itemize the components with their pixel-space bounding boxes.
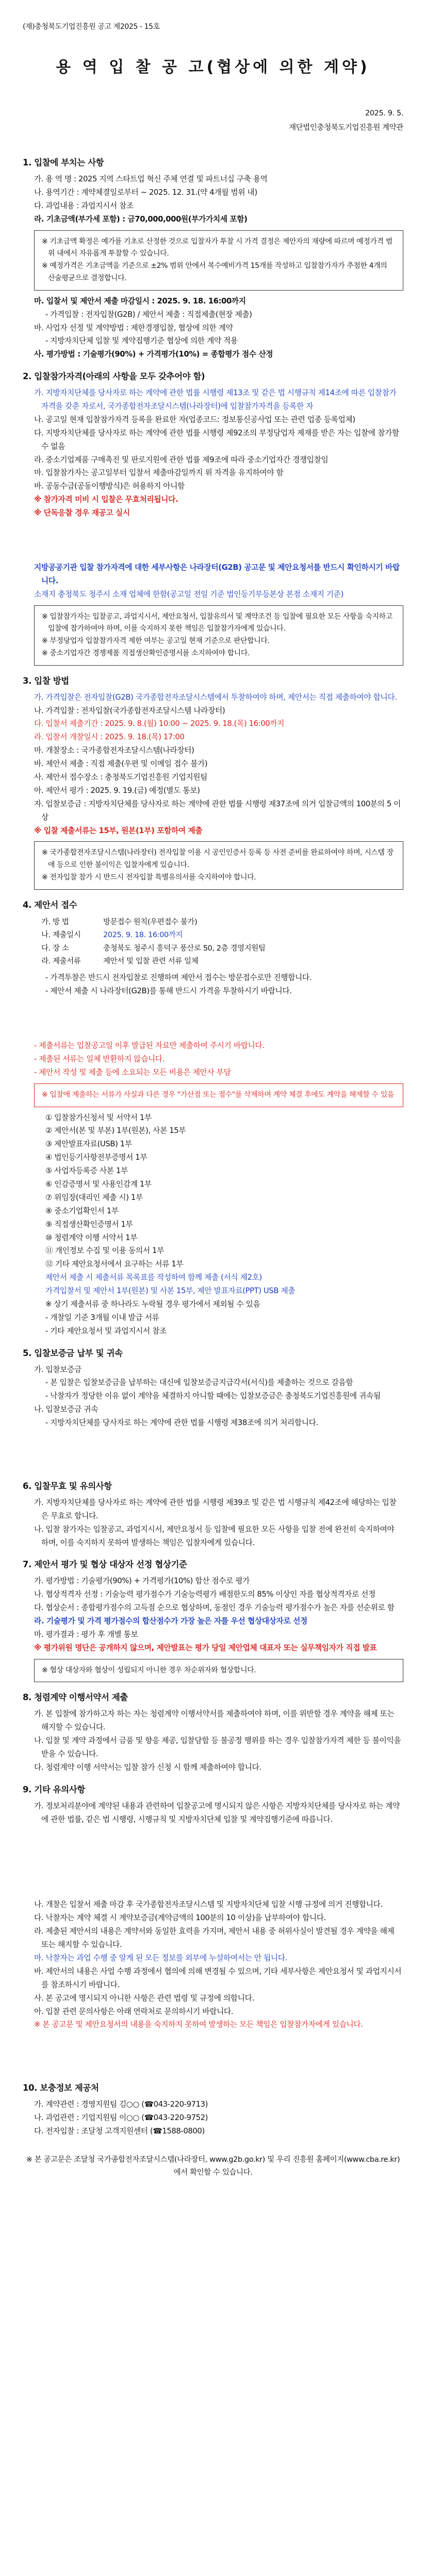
list-item: 나. 가격입찰 : 전자입찰(국가종합전자조달시스템 나라장터) — [34, 706, 225, 715]
blue-note: 소재지 충청북도 청주시 소재 업체에 한함(공고일 전일 기준 법인등기부등본상 본점 소재지 기준) — [34, 589, 343, 599]
list-item: ⑫ 기타 제안요청서에서 요구하는 서류 1부 — [45, 1260, 184, 1269]
section-1-title: 1. 입찰에 부치는 사항 — [23, 158, 104, 168]
list-item: 나. 입찰보증금 귀속 — [34, 1405, 99, 1414]
list-item: 가. 지방자치단체를 당사자로 하는 계약에 관한 법률 시행령 제39조 및 같은 법 시행규칙 제42조에 해당하는 입찰은 무효로 합니다. — [34, 1498, 397, 1520]
list-item: 다. 과업내용 : 과업지시서 참조 — [34, 201, 134, 210]
list-item: ⑥ 인감증명서 및 사용인감계 1부 — [45, 1179, 152, 1189]
blank-space — [23, 2031, 403, 2073]
notice-number: (재)충청북도기업진흥원 공고 제2025 - 15호 — [23, 23, 160, 31]
list-item: - 낙찰자가 정당한 이유 없이 계약을 체결하지 아니할 때에는 입찰보증금은 충청북도기업진흥원에 귀속됨 — [45, 1392, 381, 1401]
list-item: 마. 입찰참가자는 공고일부터 입찰서 제출마감일까지 위 자격을 유지하여야 함 — [34, 468, 284, 478]
red-note: ※ 단독응찰 경우 재공고 실시 — [34, 509, 130, 518]
list-item: ⑦ 위임장(대리인 제출 시) 1부 — [45, 1193, 143, 1202]
note-box — [34, 1083, 403, 1107]
list-item: 다. 입찰서 제출기간 : 2025. 9. 8.(월) 10:00 ~ 2025. 9. 18.(목) 16:00까지 — [34, 719, 285, 728]
list-item: 사. 제안서 접수장소 : 충청북도기업진흥원 기업지원팀 — [34, 773, 208, 782]
list-item: ⑩ 청렴계약 이행 서약서 1부 — [45, 1233, 138, 1242]
blank-space — [23, 520, 403, 561]
list-item: 나. 개찰은 입찰서 제출 마감 후 국가종합전자조달시스템 및 지방자치단체 입찰 시행 규정에 의거 진행합니다. — [34, 1900, 383, 1909]
notice-date: 2025. 9. 5. — [365, 109, 403, 117]
section-2-title: 2. 입찰참가자격(아래의 사항을 모두 갖추어야 함) — [23, 371, 205, 382]
section-10-title: 10. 보충정보 제공처 — [23, 2083, 99, 2093]
notice-issuer: 재단법인충청북도기업진흥원 계약관 — [289, 123, 403, 132]
list-item: - 가격입찰 : 전자입찰(G2B) / 제안서 제출 : 직접제출(현장 제출) — [45, 310, 252, 319]
section-6-title: 6. 입찰무효 및 유의사항 — [23, 1481, 112, 1491]
row-value: 방문접수 원칙(우편접수 불가) — [103, 918, 198, 926]
red-note: - 제출서류는 입찰공고일 이후 발급된 자료만 제출하여 주시기 바랍니다. — [34, 1041, 265, 1050]
note-line: ※ 입찰참가자는 입찰공고, 과업지시서, 제안요청서, 입찰유의서 및 계약조건 등 입찰에 필요한 모든 사항을 숙지하고 입찰에 참가하여야 하며, 이를 숙지하지 못한 책임은 입찰참가자에게 있습니다. — [42, 612, 392, 633]
list-item: ⑧ 중소기업확인서 1부 — [45, 1206, 119, 1215]
note-box — [34, 230, 403, 291]
table-row — [41, 916, 403, 929]
contact-item: 가. 계약관련 : 경영지원팀 김○○ (☎043-220-9713) — [34, 2100, 208, 2109]
list-item: 사. 평가방법 : 기술평가(90%) + 가격평가(10%) = 종합평가 점수 산정 — [34, 350, 273, 359]
list-item: 마. 낙찰자는 과업 수행 중 알게 된 모든 정보를 외부에 누설하여서는 안 됩니다. — [34, 1953, 287, 1962]
list-item: - 지방자치단체를 당사자로 하는 계약에 관한 법률 시행령 제38조에 의거 처리합니다. — [45, 1418, 318, 1428]
list-item: 자. 입찰보증금 : 지방자치단체를 당사자로 하는 계약에 관한 법률 시행령 제37조에 의거 입찰금액의 100분의 5 이상 — [34, 799, 401, 822]
blue-note: 가격입찰서 및 제안서 1부(원본) 및 사본 15부, 제안 발표자료(PPT) USB 제출 — [45, 1286, 296, 1296]
table-row — [41, 955, 403, 968]
contact-item: 나. 과업관련 : 기업지원팀 이○○ (☎043-220-9752) — [34, 2113, 208, 2123]
row-value: 제안서 및 입찰 관련 서류 일체 — [103, 957, 199, 965]
list-item: 가. 정보처리분야에 계약된 내용과 관련하여 입찰공고에 명시되지 않은 사항은 지방자치단체를 당사자로 하는 계약에 관한 법률, 같은 법 시행령, 시행규칙 및 지방자치단체 입찰 및 계약집행기준에 따릅니다. — [34, 1801, 400, 1824]
list-item: 마. 평가결과 : 평가 후 개별 통보 — [34, 1630, 138, 1639]
note-box — [34, 605, 403, 666]
section-8-title: 8. 청렴계약 이행서약서 제출 — [23, 1692, 128, 1703]
list-item: 아. 입찰 관련 문의사항은 아래 연락처로 문의하시기 바랍니다. — [34, 2007, 234, 2016]
note-box — [34, 1659, 403, 1683]
row-key: 라. 제출서류 — [41, 957, 81, 965]
list-item: 바. 제안서 제출 : 직접 제출(우편 및 이메일 접수 불가) — [34, 759, 208, 769]
list-item: 다. 협상순서 : 종합평가점수의 고득점 순으로 협상하며, 동점인 경우 기술능력 평가점수가 높은 자를 선순위로 함 — [34, 1603, 395, 1613]
list-item: 바. 제안서의 내용은 사업 수행 과정에서 협의에 의해 변경될 수 있으며, 기타 세부사항은 제안요청서 및 과업지시서를 참조하시기 바랍니다. — [34, 1967, 402, 1989]
red-note: - 제출된 서류는 일체 반환하지 않습니다. — [34, 1054, 165, 1063]
red-note: ※ 입찰 제출서류는 15부, 원본(1부) 포함하여 제출 — [34, 826, 203, 835]
red-note: ※ 본 공고문 및 제안요청서의 내용을 숙지하지 못하여 발생하는 모든 책임은 입찰참가자에게 있습니다. — [34, 2020, 363, 2029]
note-line: ※ 입찰에 제출하는 서류가 사실과 다른 경우 "가산점 또는 점수"를 삭제하며 계약 체결 후에도 계약을 해제할 수 있음 — [42, 1090, 394, 1099]
list-item: 다. 지방자치단체를 당사자로 하는 계약에 관한 법률 시행령 제92조의 부정당업자 제재를 받은 자는 입찰에 참가할 수 없음 — [34, 428, 399, 451]
list-item: 가. 평가방법 : 기술평가(90%) + 가격평가(10%) 합산 점수로 평가 — [34, 1577, 250, 1586]
row-value: 2025. 9. 18. 16:00까지 — [103, 931, 183, 940]
table-row — [41, 929, 403, 942]
list-item: 가. 지방자치단체를 당사자로 하는 계약에 관한 법률 시행령 제13조 및 같은 법 시행규칙 제14조에 따른 입찰참가자격을 갖춘 자로서, 국가종합전자조달시스템(나라장터)에 입찰참가자격을 등록한 자 — [34, 388, 397, 411]
list-item: ② 제안서(본 및 부본) 1부(원본), 사본 15부 — [45, 1126, 186, 1136]
list-item: - 지방자치단체 입찰 및 계약집행기준 협상에 의한 계약 적용 — [45, 336, 238, 346]
section-4-title: 4. 제안서 접수 — [23, 900, 77, 910]
closing-note: ※ 본 공고문은 조달청 국가종합전자조달시스템(나라장터, www.g2b.go.kr) 및 우리 진흥원 홈페이지(www.cba.re.kr)에서 확인할 수 있습니다. — [26, 2155, 400, 2177]
list-item: ④ 법인등기사항전부증명서 1부 — [45, 1153, 148, 1162]
red-note: ※ 평가위원 명단은 공개하지 않으며, 제안발표는 평가 당일 제안업체 대표자 또는 실무책임자가 직접 발표 — [34, 1643, 377, 1652]
list-item: - 개찰일 기준 3개월 이내 발급 서류 — [45, 1313, 159, 1322]
list-item: 나. 입찰 참가자는 입찰공고, 과업지시서, 제안요청서 등 입찰에 필요한 모든 사항을 입찰 전에 완전히 숙지하여야 하며, 이를 숙지하지 못하여 발생하는 책임은 입찰자에게 있습니다. — [34, 1524, 395, 1547]
list-item: 사. 본 공고에 명시되지 아니한 사항은 관련 법령 및 규정에 의합니다. — [34, 1993, 254, 2003]
note-line: ※ 부정당업자 입찰참가자격 제한 여부는 공고일 현재 기준으로 판단합니다. — [42, 637, 270, 646]
blank-space — [23, 1826, 403, 1898]
list-item: 라. 기술평가 및 가격 평가점수의 합산점수가 가장 높은 자를 우선 협상대상자로 선정 — [34, 1616, 307, 1625]
blue-note: 제안서 제출 시 제출서류 목록표를 작성하여 함께 제출 (서식 제2호) — [45, 1273, 262, 1282]
contact-item: 다. 전자입찰 : 조달청 고객지원센터 (☎1588-0800) — [34, 2126, 205, 2136]
section-5-title: 5. 입찰보증금 납부 및 귀속 — [23, 1348, 123, 1358]
note-line: ※ 중소기업자간 경쟁제품 직접생산확인증명서를 소지하여야 합니다. — [42, 649, 250, 658]
list-item: ⑪ 개인정보 수집 및 이용 동의서 1부 — [45, 1246, 164, 1256]
list-item: ③ 제안발표자료(USB) 1부 — [45, 1140, 132, 1149]
list-item: - 제안서 제출 시 나라장터(G2B)를 통해 반드시 가격을 투찰하시기 바랍니다. — [45, 987, 292, 996]
list-item: - 기타 제안요청서 및 과업지시서 참조 — [45, 1326, 167, 1335]
blank-space — [23, 1430, 403, 1471]
list-item: 가. 본 입찰에 참가하고자 하는 자는 청렴계약 이행서약서를 제출하여야 하며, 이를 위반할 경우 계약을 해제 또는 해지할 수 있습니다. — [34, 1709, 395, 1732]
list-item: 다. 낙찰자는 계약 체결 시 계약보증금(계약금액의 100분의 10 이상)을 납부하여야 합니다. — [34, 1913, 326, 1923]
list-item: ① 입찰참가신청서 및 서약서 1부 — [45, 1113, 152, 1122]
date-block — [23, 107, 403, 135]
list-item: ⑤ 사업자등록증 사본 1부 — [45, 1166, 128, 1176]
list-item: 라. 제출된 제안서의 내용은 계약서와 동일한 효력을 가지며, 제안서 내용 중 허위사실이 발견될 경우 계약을 해제 또는 해지할 수 있습니다. — [34, 1927, 395, 1950]
list-item: 라. 기초금액(부가세 포함) : 금70,000,000원(부가가치세 포함) — [34, 214, 248, 224]
list-item: 라. 입찰서 개찰일시 : 2025. 9. 18.(목) 17:00 — [34, 733, 185, 742]
note-line: ※ 예정가격은 기초금액을 기준으로 ±2% 범위 안에서 복수예비가격 15개를 작성하고 입찰참가자가 추첨한 4개의 산술평균으로 결정합니다. — [42, 262, 387, 282]
list-item: 바. 공동수급(공동이행방식)은 허용하지 아니함 — [34, 482, 185, 491]
list-item: 나. 공고일 현재 입찰참가자격 등록을 완료한 자(업종코드: 정보통신공사업 또는 관련 업종 등록업체) — [34, 415, 355, 424]
note-line: ※ 전자입찰 참가 시 반드시 전자입찰 특별유의서를 숙지하여야 합니다. — [42, 873, 256, 882]
section-9-title: 9. 기타 유의사항 — [23, 1784, 85, 1794]
list-item: 아. 제안서 평가 : 2025. 9. 19.(금) 예정(별도 통보) — [34, 786, 200, 795]
row-key: 다. 장 소 — [41, 944, 69, 953]
notice-title: 용 역 입 찰 공 고(협상에 의한 계약) — [56, 58, 370, 76]
list-item: 나. 협상적격자 선정 : 기술능력 평가점수가 기술능력평가 배점한도의 85% 이상인 자를 협상적격자로 선정 — [34, 1590, 375, 1599]
blank-space — [23, 998, 403, 1039]
table-row — [41, 942, 403, 955]
list-item: 가. 용 역 명 : 2025 지역 스타트업 혁신 주체 연결 및 파트너십 구축 용역 — [34, 174, 268, 183]
list-item: - 본 입찰은 입찰보증금을 납부하는 대신에 입찰보증금지급각서(서식)를 제출하는 것으로 갈음함 — [45, 1378, 353, 1387]
section-3-title: 3. 입찰 방법 — [23, 675, 69, 686]
note-line: ※ 협상 대상자와 협상이 성립되지 아니한 경우 차순위자와 협상합니다. — [42, 1666, 256, 1674]
note-line: ※ 기초금액 확정은 예가를 기초로 산정한 것으로 입찰자가 투찰 시 가격 결정은 제안자의 재량에 따르며 예정가격 범위 내에서 자유롭게 투찰할 수 있습니다. — [42, 237, 392, 258]
list-item: 바. 사업자 선정 및 계약방법 : 제한경쟁입찰, 협상에 의한 계약 — [34, 323, 233, 332]
list-item: 가. 입찰보증금 — [34, 1365, 81, 1374]
note-line: ※ 국가종합전자조달시스템(나라장터) 전자입찰 이용 시 공인인증서 등록 등 사전 준비를 완료하여야 하며, 시스템 장애 등으로 인한 불이익은 입찰자에게 있습니다. — [42, 849, 394, 870]
list-item: ※ 상기 제출서류 중 하나라도 누락될 경우 평가에서 제외될 수 있음 — [45, 1299, 260, 1309]
red-note: ※ 참가자격 미비 시 입찰은 무효처리됩니다. — [34, 495, 178, 504]
note-box — [34, 841, 403, 889]
row-key: 가. 방 법 — [41, 918, 69, 926]
list-item: 다. 청렴계약 이행 서약서는 입찰 참가 신청 시 함께 제출하여야 합니다. — [34, 1762, 261, 1772]
list-item: ⑨ 직접생산확인증명서 1부 — [45, 1219, 133, 1229]
list-item: 마. 입찰서 및 제안서 제출 마감일시 : 2025. 9. 18. 16:00까지 — [34, 296, 246, 306]
row-value: 충청북도 청주시 흥덕구 풍산로 50, 2층 경영지원팀 — [103, 944, 266, 953]
list-item: 나. 입찰 및 계약 과정에서 금품 및 향응 제공, 입찰담합 등 불공정 행위를 하는 경우 입찰참가자격 제한 등 불이익을 받을 수 있습니다. — [34, 1736, 401, 1758]
red-note: - 제안서 작성 및 제출 등에 소요되는 모든 비용은 제안사 부담 — [34, 1067, 231, 1077]
section-7-title: 7. 제안서 평가 및 협상 대상자 선정 협상기준 — [23, 1560, 187, 1570]
list-item: 가. 가격입찰은 전자입찰(G2B) 국가종합전자조달시스템에서 투찰하여야 하며, 제안서는 직접 제출하여야 합니다. — [34, 692, 397, 702]
list-item: 마. 개찰장소 : 국가종합전자조달시스템(나라장터) — [34, 746, 194, 755]
list-item: - 가격투찰은 반드시 전자입찰로 진행하며 제안서 접수는 방문접수로만 진행합니다. — [45, 973, 312, 982]
row-key: 나. 제출일시 — [41, 931, 81, 940]
list-item: 라. 중소기업제품 구매촉진 및 판로지원에 관한 법률 제9조에 따라 중소기업자간 경쟁입찰임 — [34, 455, 329, 464]
submission-table — [41, 916, 403, 969]
blue-note: 지방공공기관 입찰 참가자격에 대한 세부사항은 나라장터(G2B) 공고문 및 제안요청서를 반드시 확인하시기 바랍니다. — [34, 563, 400, 585]
list-item: 나. 용역기간 : 계약체결일로부터 ~ 2025. 12. 31.(약 4개월 범위 내) — [34, 188, 257, 197]
